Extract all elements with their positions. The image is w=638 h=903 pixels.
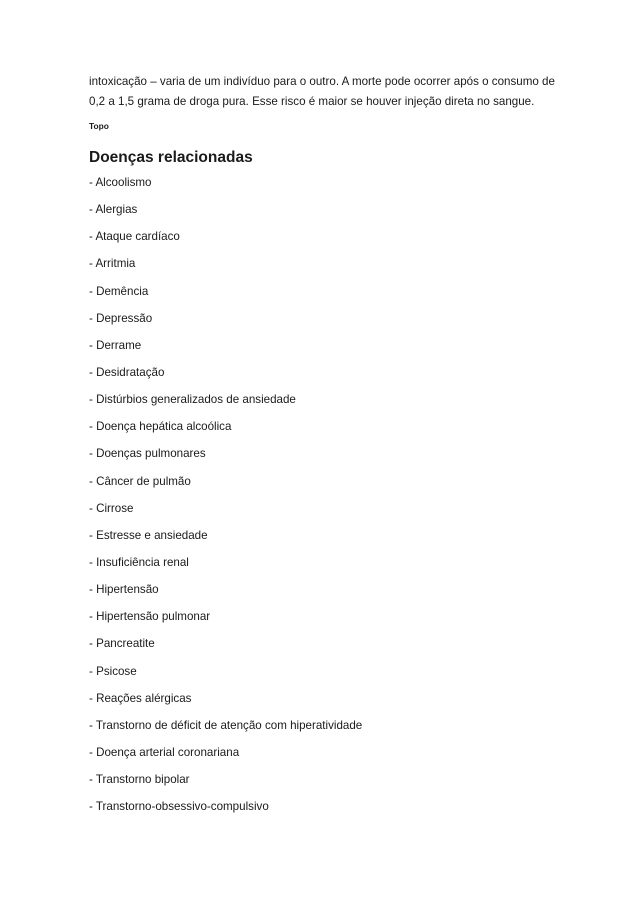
list-item: - Câncer de pulmão: [89, 474, 191, 488]
document-page: [89, 72, 559, 827]
list-item: - Doença hepática alcoólica: [89, 420, 232, 434]
list-item: - Hipertensão pulmonar: [89, 610, 211, 624]
intro-line-2: 0,2 a 1,5 grama de droga pura. Esse risco é maior se houver injeção direta no sangue.: [89, 94, 535, 108]
list-item: - Alcoolismo: [89, 176, 152, 189]
list-item: - Ataque cardíaco: [89, 230, 180, 244]
list-item: - Derrame: [89, 338, 142, 352]
topo-link[interactable]: Topo: [89, 121, 109, 131]
list-item: - Transtorno-obsessivo-compulsivo: [89, 800, 269, 814]
list-item: - Doenças pulmonares: [89, 447, 206, 461]
list-item: - Demência: [89, 284, 149, 298]
list-item: - Reações alérgicas: [89, 691, 192, 705]
related-diseases-list: [89, 176, 559, 827]
intro-line-1: intoxicação – varia de um indivíduo para o outro. A morte pode ocorrer após o consumo de: [89, 75, 555, 88]
list-item: - Distúrbios generalizados de ansiedade: [89, 393, 296, 407]
list-item: - Depressão: [89, 311, 153, 325]
list-item: - Arritmia: [89, 257, 136, 271]
section-title: Doenças relacionadas: [89, 149, 253, 166]
list-item: - Alergias: [89, 203, 138, 217]
list-item: - Hipertensão: [89, 583, 159, 597]
list-item: - Cirrose: [89, 501, 134, 515]
intro-paragraph: [89, 72, 559, 111]
list-item: - Transtorno bipolar: [89, 773, 190, 787]
list-item: - Transtorno de déficit de atenção com hiperatividade: [89, 718, 363, 732]
list-item: - Estresse e ansiedade: [89, 528, 208, 542]
list-item: - Pancreatite: [89, 637, 155, 651]
list-item: - Desidratação: [89, 365, 165, 379]
list-item: - Insuficiência renal: [89, 555, 189, 569]
list-item: - Psicose: [89, 664, 137, 678]
list-item: - Doença arterial coronariana: [89, 745, 240, 759]
